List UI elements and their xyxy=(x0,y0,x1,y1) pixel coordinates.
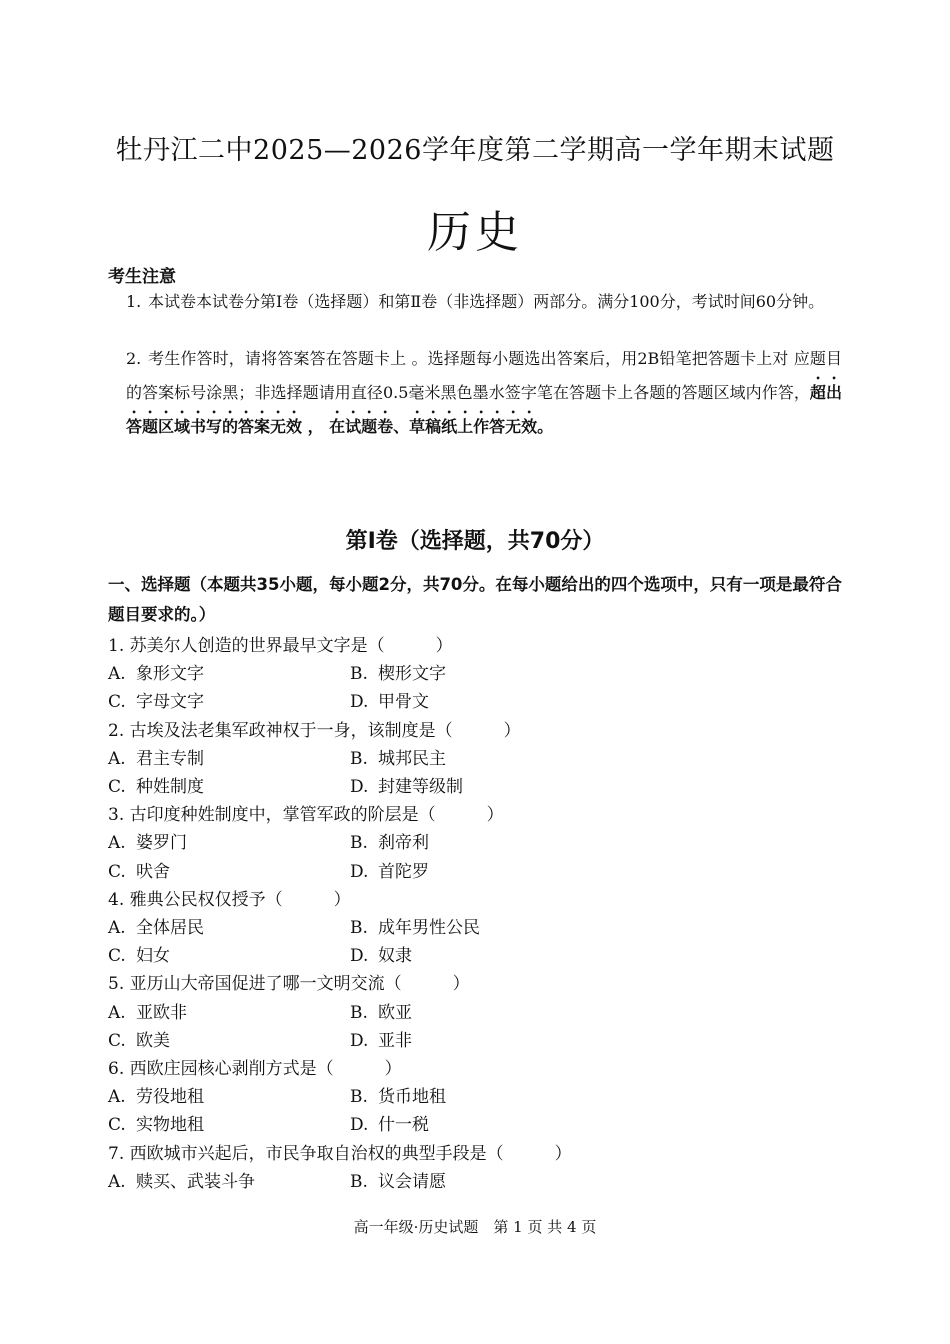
option-text: 劳役地租 xyxy=(136,1087,204,1108)
option-letter: C. xyxy=(108,777,126,798)
answer-option xyxy=(108,829,350,857)
answer-option xyxy=(350,914,592,942)
question-stem: 5. 亚历山大帝国促进了哪一文明交流（ ） xyxy=(108,974,470,995)
page-footer: 高一年级·历史试题 第 1 页 共 4 页 xyxy=(353,1218,597,1236)
option-row xyxy=(108,829,842,857)
notice-item-2 xyxy=(126,344,842,442)
answer-option xyxy=(350,660,592,688)
option-text: 货币地租 xyxy=(378,1087,446,1108)
option-letter: D. xyxy=(350,946,369,967)
option-text: 亚欧非 xyxy=(136,1002,187,1023)
option-text: 婆罗门 xyxy=(136,833,187,854)
option-text: 欧亚 xyxy=(378,1002,412,1023)
option-text: 奴隶 xyxy=(378,946,412,967)
notice-emphasis-text: 超出答题区域书写的答案无效 ， 在试题卷、草稿纸上作答无效。 xyxy=(126,383,842,436)
option-letter: A. xyxy=(108,833,126,854)
option-text: 议会请愿 xyxy=(378,1171,446,1192)
option-row xyxy=(108,660,842,688)
answer-option xyxy=(350,773,592,801)
option-row xyxy=(108,688,842,716)
answer-option xyxy=(108,745,350,773)
answer-option xyxy=(350,1083,592,1111)
answer-option xyxy=(108,914,350,942)
option-text: 实物地租 xyxy=(136,1115,204,1136)
option-row xyxy=(108,745,842,773)
answer-option xyxy=(108,688,350,716)
answer-option xyxy=(108,660,350,688)
notice-item-text: 本试卷本试卷分第Ⅰ卷（选择题）和第Ⅱ卷（非选择题）两部分。满分100分，考试时间60分钟。 xyxy=(148,292,825,311)
option-text: 亚非 xyxy=(378,1030,412,1051)
notice-item-number: 2. xyxy=(126,349,142,368)
option-letter: A. xyxy=(108,664,126,685)
option-text: 楔形文字 xyxy=(378,664,446,685)
answer-option xyxy=(350,688,592,716)
option-text: 君主专制 xyxy=(136,748,204,769)
option-row xyxy=(108,999,842,1027)
option-text: 象形文字 xyxy=(136,664,204,685)
question-item xyxy=(108,801,842,886)
option-text: 赎买、武装斗争 xyxy=(136,1171,255,1192)
option-row xyxy=(108,914,842,942)
exam-title: 牡丹江二中2025—2026学年度第二学期高一学年期末试题 xyxy=(115,135,835,166)
option-text: 妇女 xyxy=(136,946,170,967)
answer-option xyxy=(108,773,350,801)
option-letter: D. xyxy=(350,777,369,798)
option-row xyxy=(108,1168,842,1196)
option-letter: B. xyxy=(350,1087,368,1108)
answer-option xyxy=(350,1027,592,1055)
question-stem: 6. 西欧庄园核心剥削方式是（ ） xyxy=(108,1059,402,1080)
option-text: 吠舍 xyxy=(136,861,170,882)
option-letter: A. xyxy=(108,748,126,769)
option-letter: A. xyxy=(108,918,126,939)
option-text: 什一税 xyxy=(378,1115,429,1136)
option-row xyxy=(108,1111,842,1139)
answer-option xyxy=(108,1168,350,1196)
option-row xyxy=(108,1083,842,1111)
answer-option xyxy=(350,1111,592,1139)
answer-option xyxy=(350,942,592,970)
option-letter: B. xyxy=(350,833,368,854)
notice-item-number: 1. xyxy=(126,292,142,311)
answer-option xyxy=(350,829,592,857)
option-letter: C. xyxy=(108,861,126,882)
option-letter: D. xyxy=(350,861,369,882)
option-letter: B. xyxy=(350,1002,368,1023)
notice-item-1 xyxy=(126,288,842,316)
answer-option xyxy=(108,1027,350,1055)
answer-option xyxy=(350,745,592,773)
answer-option xyxy=(108,1083,350,1111)
option-letter: A. xyxy=(108,1002,126,1023)
question-stem: 7. 西欧城市兴起后，市民争取自治权的典型手段是（ ） xyxy=(108,1143,572,1164)
option-letter: C. xyxy=(108,692,126,713)
option-text: 封建等级制 xyxy=(378,777,463,798)
question-item xyxy=(108,970,842,1055)
question-item xyxy=(108,717,842,802)
question-item xyxy=(108,632,842,717)
question-item xyxy=(108,1140,842,1196)
option-letter: B. xyxy=(350,1171,368,1192)
answer-option xyxy=(350,1168,592,1196)
option-letter: A. xyxy=(108,1171,126,1192)
section-title: 第Ⅰ卷（选择题，共70分） xyxy=(345,529,605,554)
question-item xyxy=(108,886,842,971)
option-row xyxy=(108,773,842,801)
option-letter: B. xyxy=(350,664,368,685)
part-title: 一、选择题（本题共35小题，每小题2分，共70分。在每小题给出的四个选项中，只有一项是最符合题目要求的。） xyxy=(108,575,842,624)
notice-item-text: 考生作答时，请将答案答在答题卡上 。选择题每小题选出答案后，用2B铅笔把答题卡上对 应题目的答案标号涂黑；非选择题请用直径0.5毫米黑色墨水签字笔在答题卡上各题的答题区域内作答， xyxy=(126,349,842,402)
option-letter: D. xyxy=(350,1115,369,1136)
option-text: 首陀罗 xyxy=(378,861,429,882)
option-text: 字母文字 xyxy=(136,692,204,713)
option-letter: B. xyxy=(350,748,368,769)
question-stem: 3. 古印度种姓制度中，掌管军政的阶层是（ ） xyxy=(108,805,504,826)
question-item xyxy=(108,1055,842,1140)
option-text: 全体居民 xyxy=(136,918,204,939)
option-letter: C. xyxy=(108,946,126,967)
option-letter: B. xyxy=(350,918,368,939)
option-letter: A. xyxy=(108,1087,126,1108)
option-text: 种姓制度 xyxy=(136,777,204,798)
question-stem: 4. 雅典公民权仅授予（ ） xyxy=(108,889,351,910)
answer-option xyxy=(108,942,350,970)
option-letter: D. xyxy=(350,1030,369,1051)
answer-option xyxy=(350,999,592,1027)
subject-title: 历史 xyxy=(427,207,523,258)
option-letter: D. xyxy=(350,692,369,713)
option-text: 欧美 xyxy=(136,1030,170,1051)
option-row xyxy=(108,858,842,886)
answer-option xyxy=(108,858,350,886)
answer-option xyxy=(108,999,350,1027)
notice-heading: 考生注意 xyxy=(108,267,176,287)
option-letter: C. xyxy=(108,1115,126,1136)
option-text: 甲骨文 xyxy=(378,692,429,713)
option-row xyxy=(108,942,842,970)
option-text: 成年男性公民 xyxy=(378,918,480,939)
option-text: 城邦民主 xyxy=(378,748,446,769)
question-list xyxy=(108,632,842,1196)
question-stem: 1. 苏美尔人创造的世界最早文字是（ ） xyxy=(108,636,453,656)
option-text: 刹帝利 xyxy=(378,833,429,854)
answer-option xyxy=(108,1111,350,1139)
answer-option xyxy=(350,858,592,886)
question-stem: 2. 古埃及法老集军政神权于一身，该制度是（ ） xyxy=(108,720,521,741)
option-row xyxy=(108,1027,842,1055)
option-letter: C. xyxy=(108,1030,126,1051)
